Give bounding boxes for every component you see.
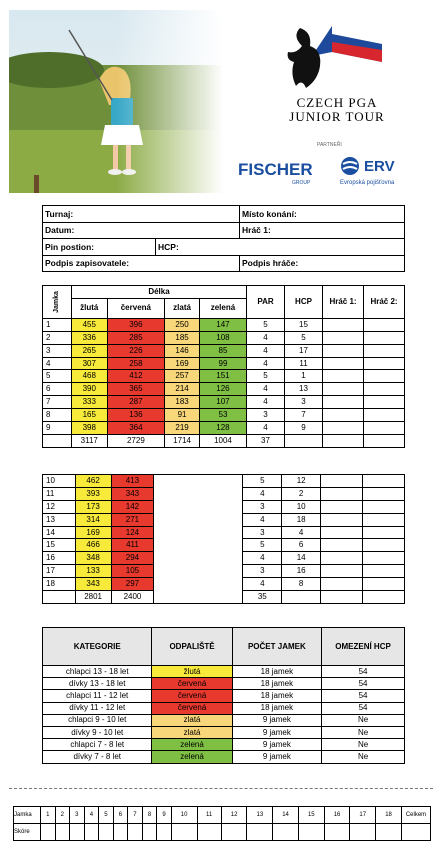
hole-row xyxy=(43,409,405,422)
delka-header: Délka xyxy=(72,286,247,299)
tee-length: 390 xyxy=(72,383,108,396)
par-value: 5 xyxy=(247,370,285,383)
hole-number: 5 xyxy=(43,370,72,383)
hcp-value: 7 xyxy=(285,409,323,422)
tee-length: 226 xyxy=(107,344,165,357)
player2-score[interactable] xyxy=(363,526,405,539)
tee-color: červená xyxy=(152,690,232,702)
tee-length: 398 xyxy=(72,422,108,435)
tee-length: 314 xyxy=(75,513,111,526)
category-row xyxy=(43,666,405,678)
tee-length: 468 xyxy=(72,370,108,383)
hole-row xyxy=(43,370,405,383)
par-value: 3 xyxy=(243,526,282,539)
category-name: dívky 11 - 12 let xyxy=(43,702,152,714)
hole-number: 12 xyxy=(43,500,76,513)
player2-score[interactable] xyxy=(364,318,405,331)
podpis-zap-field[interactable]: Podpis zapisovatele: xyxy=(43,255,240,272)
tee-length: 271 xyxy=(111,513,154,526)
hcp-limit: Ne xyxy=(322,714,405,726)
tee-length: 165 xyxy=(72,409,108,422)
total-value: 2801 xyxy=(75,591,111,604)
tee-length: 455 xyxy=(72,318,108,331)
hcp-value: 2 xyxy=(282,487,321,500)
total-value: 2729 xyxy=(107,434,165,447)
tee-length: 91 xyxy=(165,409,200,422)
tee-length: 333 xyxy=(72,396,108,409)
category-row xyxy=(43,751,405,763)
player2-score[interactable] xyxy=(363,487,405,500)
jamka-header: Jamka xyxy=(43,286,72,319)
category-header: OMEZENÍ HCP xyxy=(322,628,405,666)
strip-score-cell[interactable] xyxy=(171,824,197,841)
total-value: 1004 xyxy=(199,434,246,447)
hole-number: 4 xyxy=(43,357,72,370)
hole-count: 18 jamek xyxy=(232,678,321,690)
player1-score[interactable] xyxy=(321,526,363,539)
hole-number: 16 xyxy=(43,552,76,565)
player1-score[interactable] xyxy=(323,318,364,331)
hcp-value: 3 xyxy=(285,396,323,409)
tee-length: 147 xyxy=(199,318,246,331)
strip-score-cell[interactable] xyxy=(41,824,56,841)
tee-length: 307 xyxy=(72,357,108,370)
tee-length: 108 xyxy=(199,331,246,344)
player2-score[interactable] xyxy=(364,409,405,422)
player1-score[interactable] xyxy=(323,344,364,357)
tee-length: 105 xyxy=(111,565,154,578)
total-label xyxy=(43,591,76,604)
hole-number: 13 xyxy=(43,513,76,526)
par-value: 4 xyxy=(243,487,282,500)
hero-photo xyxy=(9,10,223,193)
pin-field[interactable]: Pin postion: xyxy=(43,239,156,256)
strip-hole-row xyxy=(14,807,431,824)
tee-length: 185 xyxy=(165,331,200,344)
hcp-value: 4 xyxy=(282,526,321,539)
player2-score[interactable] xyxy=(364,396,405,409)
par-value: 4 xyxy=(247,331,285,344)
player2-score[interactable] xyxy=(364,383,405,396)
tee-length: 466 xyxy=(75,539,111,552)
hcp-value: 16 xyxy=(282,565,321,578)
total-empty xyxy=(364,434,405,447)
tee-length: 146 xyxy=(165,344,200,357)
front-total-row xyxy=(43,434,405,447)
category-row xyxy=(43,690,405,702)
categories-table xyxy=(42,627,405,764)
hole-number: 3 xyxy=(43,344,72,357)
fischer-logo: FISCHER xyxy=(238,160,313,179)
strip-hole-number: 14 xyxy=(273,807,299,824)
hcp-limit: 54 xyxy=(322,690,405,702)
hole-row xyxy=(43,396,405,409)
hole-row xyxy=(43,475,405,488)
hcp-limit: 54 xyxy=(322,678,405,690)
strip-score-cell[interactable] xyxy=(298,824,324,841)
tee-length: 336 xyxy=(72,331,108,344)
total-value: 37 xyxy=(247,434,285,447)
hole-number: 8 xyxy=(43,409,72,422)
category-row xyxy=(43,714,405,726)
strip-hole-number: 2 xyxy=(55,807,70,824)
tee-color: červená xyxy=(152,702,232,714)
hole-row xyxy=(43,331,405,344)
player1-score[interactable] xyxy=(321,552,363,565)
tee-length: 258 xyxy=(107,357,165,370)
tee-length: 343 xyxy=(75,578,111,591)
tee-length: 173 xyxy=(75,500,111,513)
par-value: 5 xyxy=(243,539,282,552)
hcp-limit: Ne xyxy=(322,751,405,763)
player2-score[interactable] xyxy=(363,500,405,513)
hcp-value: 12 xyxy=(282,475,321,488)
player1-score[interactable] xyxy=(321,578,363,591)
category-name: dívky 13 - 18 let xyxy=(43,678,152,690)
player2-score[interactable] xyxy=(364,357,405,370)
turnaj-field[interactable]: Turnaj: xyxy=(43,206,240,223)
strip-hole-number: 16 xyxy=(324,807,350,824)
strip-hole-number: 4 xyxy=(84,807,99,824)
zlata-header: zlatá xyxy=(165,298,200,318)
hole-count: 9 jamek xyxy=(232,726,321,738)
strip-jamka-label: Jamka xyxy=(14,807,41,824)
tee-length: 107 xyxy=(199,396,246,409)
tee-length: 365 xyxy=(107,383,165,396)
hrac2-header: Hráč 2: xyxy=(364,286,405,319)
par-header: PAR xyxy=(247,286,285,319)
par-value: 3 xyxy=(243,565,282,578)
par-value: 4 xyxy=(243,578,282,591)
tee-color: zelená xyxy=(152,751,232,763)
tee-length: 413 xyxy=(111,475,154,488)
podpis-hrace-field[interactable]: Podpis hráče: xyxy=(240,255,405,272)
hcp-value: 14 xyxy=(282,552,321,565)
misto-field[interactable]: Místo konání: xyxy=(240,206,405,223)
hole-number: 14 xyxy=(43,526,76,539)
tee-length: 257 xyxy=(165,370,200,383)
hole-number: 9 xyxy=(43,422,72,435)
hole-row xyxy=(43,344,405,357)
player1-score[interactable] xyxy=(321,500,363,513)
strip-hole-number: 17 xyxy=(350,807,376,824)
tee-length: 219 xyxy=(165,422,200,435)
total-empty xyxy=(323,434,364,447)
strip-score-cell[interactable] xyxy=(142,824,157,841)
player2-score[interactable] xyxy=(364,344,405,357)
strip-score-cell[interactable] xyxy=(84,824,99,841)
player1-score[interactable] xyxy=(323,422,364,435)
tee-length: 124 xyxy=(111,526,154,539)
strip-score-cell[interactable] xyxy=(99,824,114,841)
strip-hole-number: 11 xyxy=(197,807,221,824)
par-value: 4 xyxy=(243,513,282,526)
category-header-row xyxy=(43,628,405,666)
player1-score[interactable] xyxy=(323,357,364,370)
info-table xyxy=(42,205,405,272)
player2-score[interactable] xyxy=(364,370,405,383)
total-value: 2400 xyxy=(111,591,154,604)
category-row xyxy=(43,702,405,714)
hole-number: 11 xyxy=(43,487,76,500)
fischer-sub: GROUP xyxy=(292,180,311,186)
tee-length: 412 xyxy=(107,370,165,383)
hole-number: 18 xyxy=(43,578,76,591)
hole-count: 9 jamek xyxy=(232,714,321,726)
hcp-value: 11 xyxy=(285,357,323,370)
hole-row xyxy=(43,318,405,331)
cervena-header: červená xyxy=(107,298,165,318)
strip-hole-number: 6 xyxy=(113,807,128,824)
strip-hole-number: 10 xyxy=(171,807,197,824)
category-header: POČET JAMEK xyxy=(232,628,321,666)
hole-count: 9 jamek xyxy=(232,739,321,751)
player2-score[interactable] xyxy=(364,331,405,344)
player2-score[interactable] xyxy=(363,539,405,552)
hcp-header: HCP xyxy=(285,286,323,319)
par-value: 4 xyxy=(247,357,285,370)
total-empty xyxy=(282,591,321,604)
hcp-value: 10 xyxy=(282,500,321,513)
hrac1-field[interactable]: Hráč 1: xyxy=(240,222,405,239)
hole-count: 18 jamek xyxy=(232,666,321,678)
hole-number: 7 xyxy=(43,396,72,409)
brand-line2: JUNIOR TOUR xyxy=(289,109,385,124)
strip-score-cell[interactable] xyxy=(128,824,143,841)
hcp-limit: Ne xyxy=(322,726,405,738)
total-empty xyxy=(285,434,323,447)
player1-score[interactable] xyxy=(323,370,364,383)
player2-score[interactable] xyxy=(363,513,405,526)
strip-hole-number: 8 xyxy=(142,807,157,824)
hole-row xyxy=(43,383,405,396)
hole-row xyxy=(43,357,405,370)
tee-length: 348 xyxy=(75,552,111,565)
par-value: 5 xyxy=(247,318,285,331)
player1-score[interactable] xyxy=(321,487,363,500)
tee-length: 265 xyxy=(72,344,108,357)
czech-pga-logo-icon xyxy=(272,16,382,96)
hole-number: 6 xyxy=(43,383,72,396)
strip-hole-number: 1 xyxy=(41,807,56,824)
tee-length: 411 xyxy=(111,539,154,552)
hcp-value: 17 xyxy=(285,344,323,357)
hole-count: 18 jamek xyxy=(232,690,321,702)
tee-length: 294 xyxy=(111,552,154,565)
total-label xyxy=(43,434,72,447)
player2-score[interactable] xyxy=(363,578,405,591)
strip-hole-number: 3 xyxy=(70,807,85,824)
strip-score-cell[interactable] xyxy=(324,824,350,841)
player1-score[interactable] xyxy=(321,475,363,488)
player1-score[interactable] xyxy=(321,565,363,578)
category-name: chlapci 11 - 12 let xyxy=(43,690,152,702)
strip-hole-number: 7 xyxy=(128,807,143,824)
hcp-value: 1 xyxy=(285,370,323,383)
hole-row xyxy=(43,422,405,435)
player1-score[interactable] xyxy=(323,331,364,344)
tee-length: 297 xyxy=(111,578,154,591)
tee-length: 169 xyxy=(75,526,111,539)
hole-number: 15 xyxy=(43,539,76,552)
player1-score[interactable] xyxy=(323,409,364,422)
strip-score-cell[interactable] xyxy=(70,824,85,841)
tee-length: 142 xyxy=(111,500,154,513)
tee-length: 133 xyxy=(75,565,111,578)
tee-length: 169 xyxy=(165,357,200,370)
category-header: ODPALIŠTĚ xyxy=(152,628,232,666)
tee-length: 85 xyxy=(199,344,246,357)
par-value: 5 xyxy=(243,475,282,488)
tee-length: 151 xyxy=(199,370,246,383)
strip-total-cell[interactable] xyxy=(402,824,431,841)
category-row xyxy=(43,726,405,738)
hcp-value: 9 xyxy=(285,422,323,435)
hcp-value: 8 xyxy=(282,578,321,591)
total-empty xyxy=(363,591,405,604)
par-value: 3 xyxy=(247,409,285,422)
strip-score-cell[interactable] xyxy=(221,824,247,841)
score-strip xyxy=(13,806,431,841)
zelena-header: zelená xyxy=(199,298,246,318)
strip-hole-number: 9 xyxy=(157,807,172,824)
tee-length: 214 xyxy=(165,383,200,396)
hcp-value: 5 xyxy=(285,331,323,344)
strip-score-cell[interactable] xyxy=(247,824,273,841)
tee-length: 99 xyxy=(199,357,246,370)
hole-number: 10 xyxy=(43,475,76,488)
category-name: dívky 7 - 8 let xyxy=(43,751,152,763)
hole-count: 9 jamek xyxy=(232,751,321,763)
player1-score[interactable] xyxy=(321,513,363,526)
tee-length: 343 xyxy=(111,487,154,500)
strip-score-cell[interactable] xyxy=(157,824,172,841)
strip-score-cell[interactable] xyxy=(273,824,299,841)
tee-length: 53 xyxy=(199,409,246,422)
hcp-value: 15 xyxy=(285,318,323,331)
tee-length: 287 xyxy=(107,396,165,409)
empty-tees xyxy=(154,475,243,604)
hole-number: 1 xyxy=(43,318,72,331)
erv-sub: Evropská pojišťovna xyxy=(340,180,395,186)
category-header: KATEGORIE xyxy=(43,628,152,666)
hcp-limit: Ne xyxy=(322,739,405,751)
erv-logo: ERV xyxy=(364,158,395,175)
strip-score-cell[interactable] xyxy=(197,824,221,841)
hcp-value: 18 xyxy=(282,513,321,526)
total-empty xyxy=(321,591,363,604)
erv-globe-icon xyxy=(340,156,360,176)
tee-length: 285 xyxy=(107,331,165,344)
hcp-limit: 54 xyxy=(322,702,405,714)
strip-score-row xyxy=(14,824,431,841)
player1-score[interactable] xyxy=(321,539,363,552)
tee-length: 126 xyxy=(199,383,246,396)
tee-length: 128 xyxy=(199,422,246,435)
par-value: 4 xyxy=(247,396,285,409)
player1-score[interactable] xyxy=(323,396,364,409)
strip-score-cell[interactable] xyxy=(376,824,402,841)
category-name: chlapci 7 - 8 let xyxy=(43,739,152,751)
hcp-field[interactable]: HCP: xyxy=(156,239,405,256)
category-name: chlapci 9 - 10 let xyxy=(43,714,152,726)
strip-hole-number: 15 xyxy=(298,807,324,824)
tee-color: červená xyxy=(152,678,232,690)
hole-count: 18 jamek xyxy=(232,702,321,714)
player2-score[interactable] xyxy=(363,552,405,565)
tee-color: zelená xyxy=(152,739,232,751)
total-value: 3117 xyxy=(72,434,108,447)
strip-hole-number: 12 xyxy=(221,807,247,824)
datum-field[interactable]: Datum: xyxy=(43,222,240,239)
hole-number: 17 xyxy=(43,565,76,578)
total-value: 35 xyxy=(243,591,282,604)
partners-label: PARTNEŘI xyxy=(317,142,342,148)
tee-color: žlutá xyxy=(152,666,232,678)
tee-color: zlatá xyxy=(152,726,232,738)
strip-score-cell[interactable] xyxy=(55,824,70,841)
tee-length: 393 xyxy=(75,487,111,500)
par-value: 4 xyxy=(247,344,285,357)
zluta-header: žlutá xyxy=(72,298,108,318)
category-name: chlapci 13 - 18 let xyxy=(43,666,152,678)
strip-score-cell[interactable] xyxy=(350,824,376,841)
category-row xyxy=(43,739,405,751)
par-value: 3 xyxy=(243,500,282,513)
par-value: 4 xyxy=(243,552,282,565)
hcp-limit: 54 xyxy=(322,666,405,678)
tee-length: 183 xyxy=(165,396,200,409)
brand-area xyxy=(232,10,432,193)
cut-line xyxy=(9,788,433,789)
strip-skore-label: Skóre xyxy=(14,824,41,841)
player2-score[interactable] xyxy=(363,475,405,488)
tee-length: 396 xyxy=(107,318,165,331)
strip-hole-number: 13 xyxy=(247,807,273,824)
hole-number: 2 xyxy=(43,331,72,344)
hrac1-header: Hráč 1: xyxy=(323,286,364,319)
tee-length: 462 xyxy=(75,475,111,488)
par-value: 4 xyxy=(247,383,285,396)
brand-line1: CZECH PGA xyxy=(296,95,378,110)
strip-hole-number: 5 xyxy=(99,807,114,824)
strip-celkem-label: Celkem xyxy=(402,807,431,824)
strip-score-cell[interactable] xyxy=(113,824,128,841)
hcp-value: 6 xyxy=(282,539,321,552)
player2-score[interactable] xyxy=(364,422,405,435)
total-value: 1714 xyxy=(165,434,200,447)
category-name: dívky 9 - 10 let xyxy=(43,726,152,738)
strip-hole-number: 18 xyxy=(376,807,402,824)
hcp-value: 13 xyxy=(285,383,323,396)
tee-length: 364 xyxy=(107,422,165,435)
tee-length: 136 xyxy=(107,409,165,422)
player2-score[interactable] xyxy=(363,565,405,578)
front-nine-table xyxy=(42,285,405,448)
tee-length: 250 xyxy=(165,318,200,331)
category-row xyxy=(43,678,405,690)
tee-color: zlatá xyxy=(152,714,232,726)
par-value: 4 xyxy=(247,422,285,435)
player1-score[interactable] xyxy=(323,383,364,396)
back-nine-table xyxy=(42,474,405,604)
